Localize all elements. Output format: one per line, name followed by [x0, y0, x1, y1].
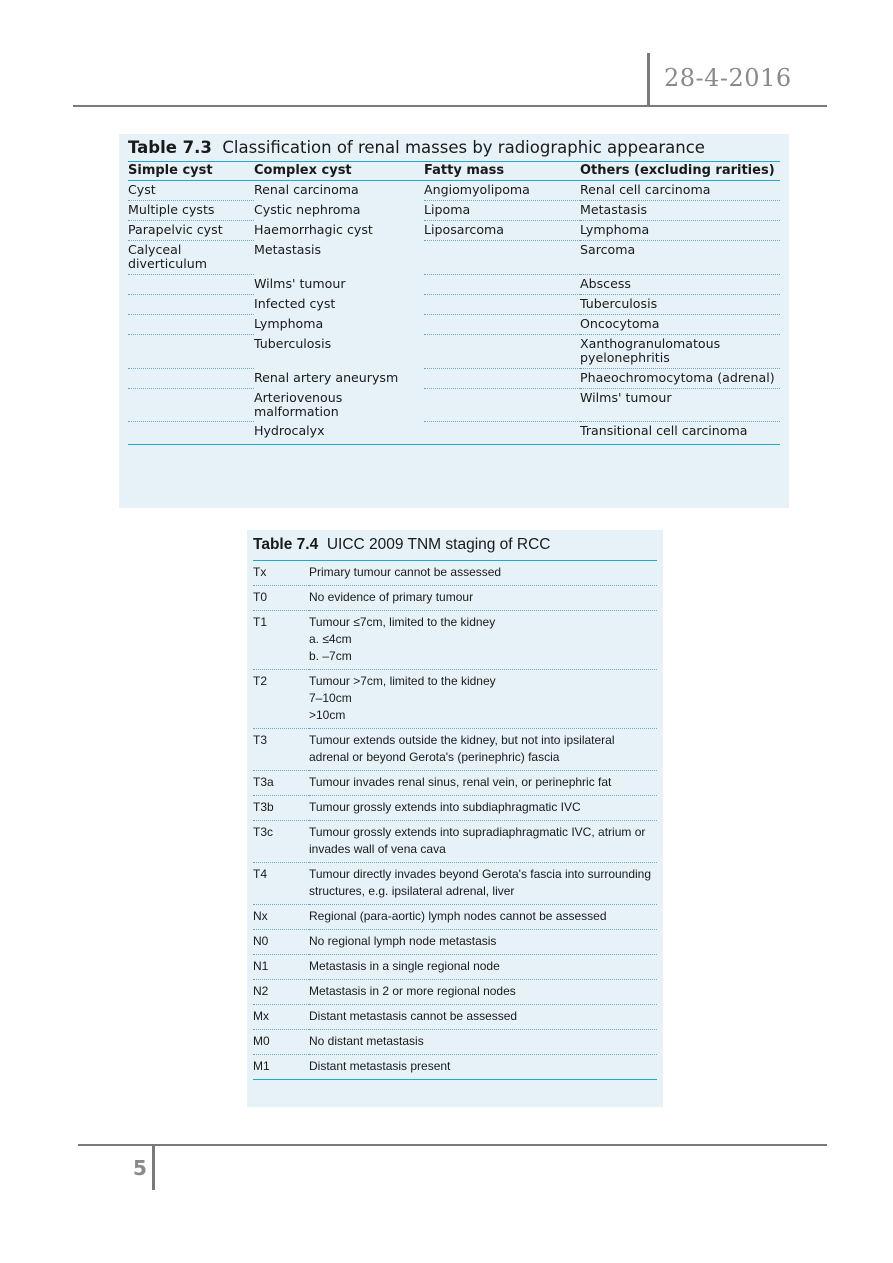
table-cell — [128, 422, 254, 445]
stage-code: N2 — [253, 980, 309, 1005]
column-header: Simple cyst — [128, 162, 254, 181]
column-header: Complex cyst — [254, 162, 424, 181]
table-7-4 — [247, 530, 663, 1107]
stage-description — [309, 611, 657, 670]
stage-description — [309, 930, 657, 955]
table-7-3-body — [128, 181, 780, 445]
stage-code: N0 — [253, 930, 309, 955]
table-cell: Tuberculosis — [254, 335, 332, 351]
description-line: Regional (para-aortic) lymph nodes cannot be assessed — [309, 909, 607, 923]
table-cell: Transitional cell carcinoma — [580, 422, 780, 445]
table-cell: Parapelvic cyst — [128, 221, 254, 241]
table-7-4-title-text: UICC 2009 TNM staging of RCC — [326, 536, 551, 553]
stage-code: T3a — [253, 771, 309, 796]
table-cell — [128, 275, 254, 295]
table-cell: Calyceal diverticulum — [128, 241, 254, 275]
table-row — [253, 670, 657, 729]
stage-description — [309, 586, 657, 611]
page-number: 5 — [133, 1156, 147, 1180]
stage-description — [309, 1055, 657, 1080]
table-cell: Multiple cysts — [128, 201, 254, 221]
description-line: b. –7cm — [309, 649, 352, 663]
stage-code: Mx — [253, 1005, 309, 1030]
table-cell — [424, 275, 580, 295]
table-cell — [424, 241, 580, 275]
table-cell: Wilms' tumour — [580, 389, 780, 422]
table-row — [128, 389, 780, 422]
description-line: Distant metastasis present — [309, 1059, 451, 1073]
table-row — [253, 1005, 657, 1030]
description-line: No evidence of primary tumour — [309, 590, 474, 604]
header-divider-vertical — [647, 53, 650, 105]
table-row — [253, 729, 657, 771]
footer-divider-vertical — [152, 1146, 155, 1190]
table-cell: Metastasis — [580, 201, 780, 221]
description-line: Tumour extends outside the kidney, but not into ipsilateral adrenal or beyond Gerota's (perinephric) fascia — [309, 733, 615, 764]
table-cell: Xanthogranulomatous pyelonephritis — [580, 335, 780, 369]
table-cell: Angiomyolipoma — [424, 181, 580, 201]
description-line: Metastasis in a single regional node — [309, 959, 500, 973]
stage-code: M1 — [253, 1055, 309, 1080]
table-row — [128, 315, 780, 335]
table-cell: Arteriovenous malformation — [254, 389, 343, 419]
stage-code: T4 — [253, 863, 309, 905]
table-row — [253, 955, 657, 980]
table-row — [253, 863, 657, 905]
table-row — [253, 586, 657, 611]
description-line: >10cm — [309, 708, 346, 722]
description-line: Tumour >7cm, limited to the kidney — [309, 674, 496, 688]
description-line: Tumour invades renal sinus, renal vein, or perinephric fat — [309, 775, 612, 789]
description-line: 7–10cm — [309, 691, 352, 705]
table-cell — [128, 295, 254, 315]
stage-code: T1 — [253, 611, 309, 670]
stage-description — [309, 1030, 657, 1055]
table-cell: Liposarcoma — [424, 221, 580, 241]
table-cell: Lipoma — [424, 201, 580, 221]
table-cell: Infected cyst — [254, 295, 336, 311]
table-row — [128, 275, 780, 295]
stage-description — [309, 796, 657, 821]
table-row — [128, 369, 780, 389]
stage-description — [309, 955, 657, 980]
table-cell — [128, 369, 254, 389]
header-date: 28-4-2016 — [664, 64, 792, 92]
table-row — [253, 821, 657, 863]
description-line: a. ≤4cm — [309, 632, 352, 646]
description-line: Tumour ≤7cm, limited to the kidney — [309, 615, 496, 629]
table-cell: Renal cell carcinoma — [580, 181, 780, 201]
stage-code: Nx — [253, 905, 309, 930]
description-line: Tumour grossly extends into supradiaphragmatic IVC, atrium or invades wall of vena cava — [309, 825, 646, 856]
table-7-4-grid — [253, 561, 657, 1080]
table-cell: Haemorrhagic cyst — [254, 221, 373, 237]
description-line: Primary tumour cannot be assessed — [309, 565, 502, 579]
table-cell — [128, 335, 254, 369]
description-line: Distant metastasis cannot be assessed — [309, 1009, 518, 1023]
table-cell: Lymphoma — [580, 221, 780, 241]
stage-description — [309, 905, 657, 930]
description-line: Tumour grossly extends into subdiaphragmatic IVC — [309, 800, 581, 814]
table-row — [253, 771, 657, 796]
table-cell — [128, 389, 254, 422]
table-header-row — [128, 162, 780, 181]
table-row — [253, 980, 657, 1005]
stage-code: T0 — [253, 586, 309, 611]
table-row — [253, 796, 657, 821]
stage-code: Tx — [253, 561, 309, 586]
stage-description — [309, 561, 657, 586]
stage-description — [309, 863, 657, 905]
table-cell — [424, 422, 580, 445]
stage-code: T3c — [253, 821, 309, 863]
stage-description — [309, 821, 657, 863]
table-row — [128, 241, 780, 275]
table-cell: Wilms' tumour — [254, 275, 346, 291]
table-cell: Oncocytoma — [580, 315, 780, 335]
table-7-4-body — [253, 561, 657, 1080]
table-7-4-title — [253, 530, 657, 560]
table-7-4-title-number: Table 7.4 — [253, 536, 319, 553]
header-rule — [73, 105, 827, 107]
stage-description — [309, 771, 657, 796]
stage-code: T2 — [253, 670, 309, 729]
table-cell: Phaeochromocytoma (adrenal) — [580, 369, 780, 389]
table-cell — [424, 389, 580, 422]
table-row — [253, 930, 657, 955]
table-7-3-title-number: Table 7.3 — [128, 138, 212, 157]
table-row — [128, 201, 780, 221]
description-line: No distant metastasis — [309, 1034, 424, 1048]
table-cell: Cyst — [128, 181, 254, 201]
table-cell: Abscess — [580, 275, 780, 295]
table-row — [128, 295, 780, 315]
stage-description — [309, 1005, 657, 1030]
table-cell: Hydrocalyx — [254, 422, 424, 445]
description-line: Tumour directly invades beyond Gerota's fascia into surrounding structures, e.g. ipsilateral adrenal, liver — [309, 867, 652, 898]
stage-code: M0 — [253, 1030, 309, 1055]
table-cell: Renal artery aneurysm — [254, 369, 399, 385]
table-7-3 — [119, 134, 789, 508]
table-row — [253, 561, 657, 586]
table-7-3-title — [128, 136, 780, 160]
column-header: Others (excluding rarities) — [580, 162, 780, 181]
footer-rule — [78, 1144, 827, 1146]
table-row — [128, 335, 780, 369]
description-line: Metastasis in 2 or more regional nodes — [309, 984, 516, 998]
table-cell — [424, 315, 580, 335]
table-cell: Sarcoma — [580, 241, 780, 275]
table-cell — [424, 369, 580, 389]
table-row — [253, 611, 657, 670]
table-cell: Lymphoma — [254, 315, 324, 331]
table-cell: Cystic nephroma — [254, 201, 361, 217]
table-row — [253, 1030, 657, 1055]
description-line: No regional lymph node metastasis — [309, 934, 497, 948]
table-cell — [424, 335, 580, 369]
table-row — [128, 181, 780, 201]
stage-code: T3 — [253, 729, 309, 771]
table-cell — [424, 295, 580, 315]
table-row — [253, 905, 657, 930]
table-7-3-grid — [128, 162, 780, 445]
table-row — [128, 221, 780, 241]
table-cell — [128, 315, 254, 335]
table-row — [253, 1055, 657, 1080]
stage-code: N1 — [253, 955, 309, 980]
table-cell: Renal carcinoma — [254, 182, 359, 197]
table-cell: Tuberculosis — [580, 295, 780, 315]
column-header: Fatty mass — [424, 162, 580, 181]
stage-description — [309, 729, 657, 771]
table-cell: Metastasis — [254, 241, 322, 257]
stage-description — [309, 670, 657, 729]
table-7-3-title-text: Classification of renal masses by radiographic appearance — [222, 138, 705, 157]
table-row — [128, 422, 780, 445]
stage-code: T3b — [253, 796, 309, 821]
stage-description — [309, 980, 657, 1005]
